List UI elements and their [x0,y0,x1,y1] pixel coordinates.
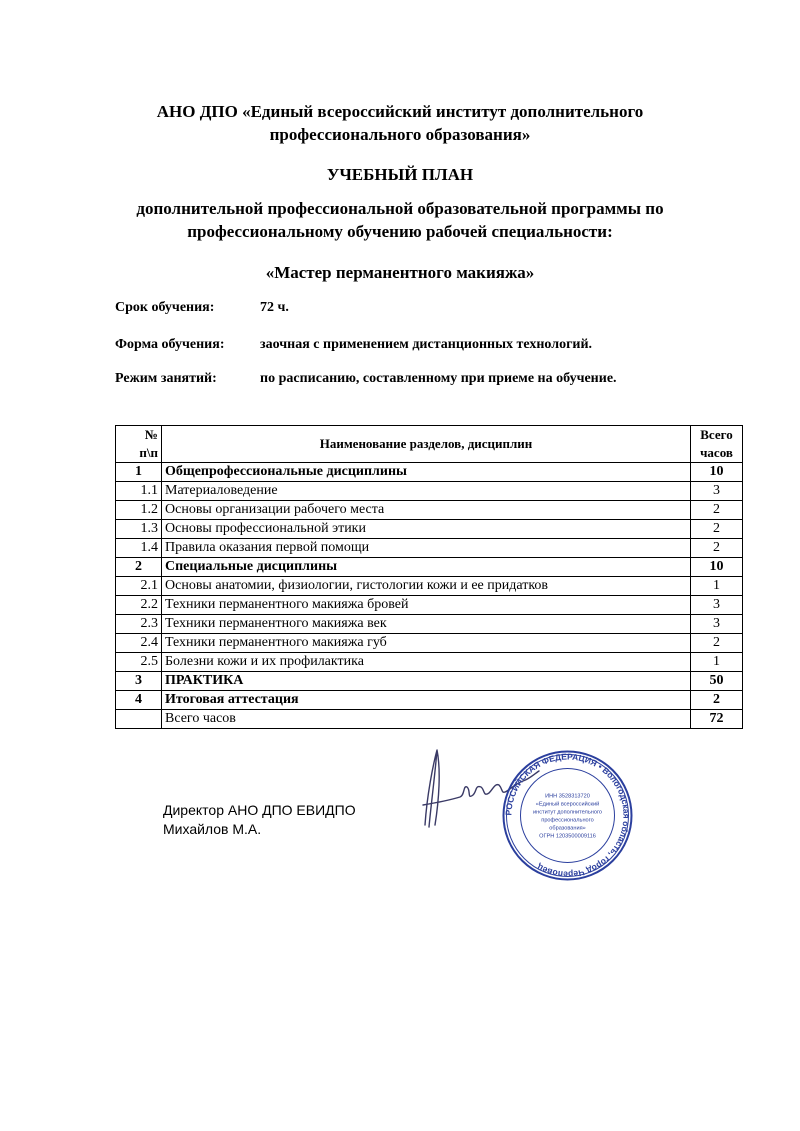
section-row [116,672,743,691]
row-hours: 3 [691,615,743,634]
header-name: Наименование разделов, дисциплин [162,426,691,463]
total-hours: 72 [691,710,743,729]
section-row [116,558,743,577]
document-title: УЧЕБНЫЙ ПЛАН [326,165,474,184]
table-row [116,482,743,501]
stamp-line: профессионального [541,817,594,824]
table-body [116,463,743,710]
director-name: Михайлов М.А. [163,821,262,837]
section-row [116,463,743,482]
specialty-name: «Мастер перманентного макияжа» [265,263,535,282]
row-number: 2 [116,558,162,577]
row-number: 1.3 [116,520,162,539]
stamp-outer-path: РОССИЙСКАЯ ФЕДЕРАЦИЯ • Вологодская область, город Череповец [503,751,632,880]
total-number-cell [116,710,162,729]
row-number: 4 [116,691,162,710]
mode-label: Режим занятий: [115,371,217,386]
row-name: Общепрофессиональные дисциплины [162,463,691,482]
row-name: Болезни кожи и их профилактика [162,653,691,672]
row-hours: 10 [691,558,743,577]
stamp-line: ОГРН 1203500009116 [539,833,596,840]
row-hours: 3 [691,596,743,615]
row-number: 1.1 [116,482,162,501]
table-row [116,634,743,653]
row-name: Основы профессиональной этики [162,520,691,539]
table-row [116,615,743,634]
row-hours: 2 [691,520,743,539]
header-number [116,426,162,463]
header-hours-line2: часов [700,445,733,460]
header-hours [691,426,743,463]
row-name: Специальные дисциплины [162,558,691,577]
row-number: 1 [116,463,162,482]
section-row [116,691,743,710]
duration-value: 72 ч. [260,300,289,315]
table-header-row [116,426,743,463]
stamp-line: «Единый всероссийский [535,801,600,808]
row-name: Основы анатомии, физиологии, гистологии кожи и ее придатков [162,577,691,596]
table-row [116,577,743,596]
header-hours-line1: Всего [700,427,733,442]
table-row [116,539,743,558]
row-number: 2.5 [116,653,162,672]
row-hours: 1 [691,577,743,596]
total-label: Всего часов [162,710,691,729]
program-description: дополнительной профессиональной образовательной программы по профессиональному обучению рабочей специальности: [136,199,664,241]
row-hours: 2 [691,539,743,558]
stamp-line: институт дополнительного [533,809,602,816]
row-name: ПРАКТИКА [162,672,691,691]
row-number: 2.1 [116,577,162,596]
director-title: Директор АНО ДПО ЕВИДПО [163,802,356,818]
row-number: 2.2 [116,596,162,615]
row-number: 2.4 [116,634,162,653]
row-number: 1.4 [116,539,162,558]
stamp-line: ИНН 3528313720 [545,793,590,800]
row-number: 1.2 [116,501,162,520]
total-row [116,710,743,729]
row-hours: 1 [691,653,743,672]
duration-label: Срок обучения: [115,300,215,315]
form-value: заочная с применением дистанционных технологий. [260,337,593,352]
row-hours: 3 [691,482,743,501]
table-row [116,520,743,539]
row-hours: 2 [691,501,743,520]
row-hours: 2 [691,691,743,710]
mode-value: по расписанию, составленному при приеме на обучение. [260,371,617,386]
stamp-inner-text [533,794,602,840]
table-row [116,653,743,672]
row-name: Итоговая аттестация [162,691,691,710]
header-number-line2: п\п [139,445,158,460]
row-hours: 50 [691,672,743,691]
row-name: Основы организации рабочего места [162,501,691,520]
organization-stamp [500,748,635,883]
institution-name: АНО ДПО «Единый всероссийский институт дополнительного профессионального образования» [156,102,644,144]
row-name: Техники перманентного макияжа век [162,615,691,634]
row-hours: 10 [691,463,743,482]
table-row [116,596,743,615]
stamp-line: образования» [549,825,586,832]
row-name: Техники перманентного макияжа губ [162,634,691,653]
row-number: 3 [116,672,162,691]
row-name: Материаловедение [162,482,691,501]
signature-block [163,801,356,839]
form-label: Форма обучения: [115,337,225,352]
row-number: 2.3 [116,615,162,634]
row-name: Техники перманентного макияжа бровей [162,596,691,615]
table-row [116,501,743,520]
row-name: Правила оказания первой помощи [162,539,691,558]
curriculum-table [115,425,743,729]
row-hours: 2 [691,634,743,653]
header-number-line1: № [144,427,158,442]
